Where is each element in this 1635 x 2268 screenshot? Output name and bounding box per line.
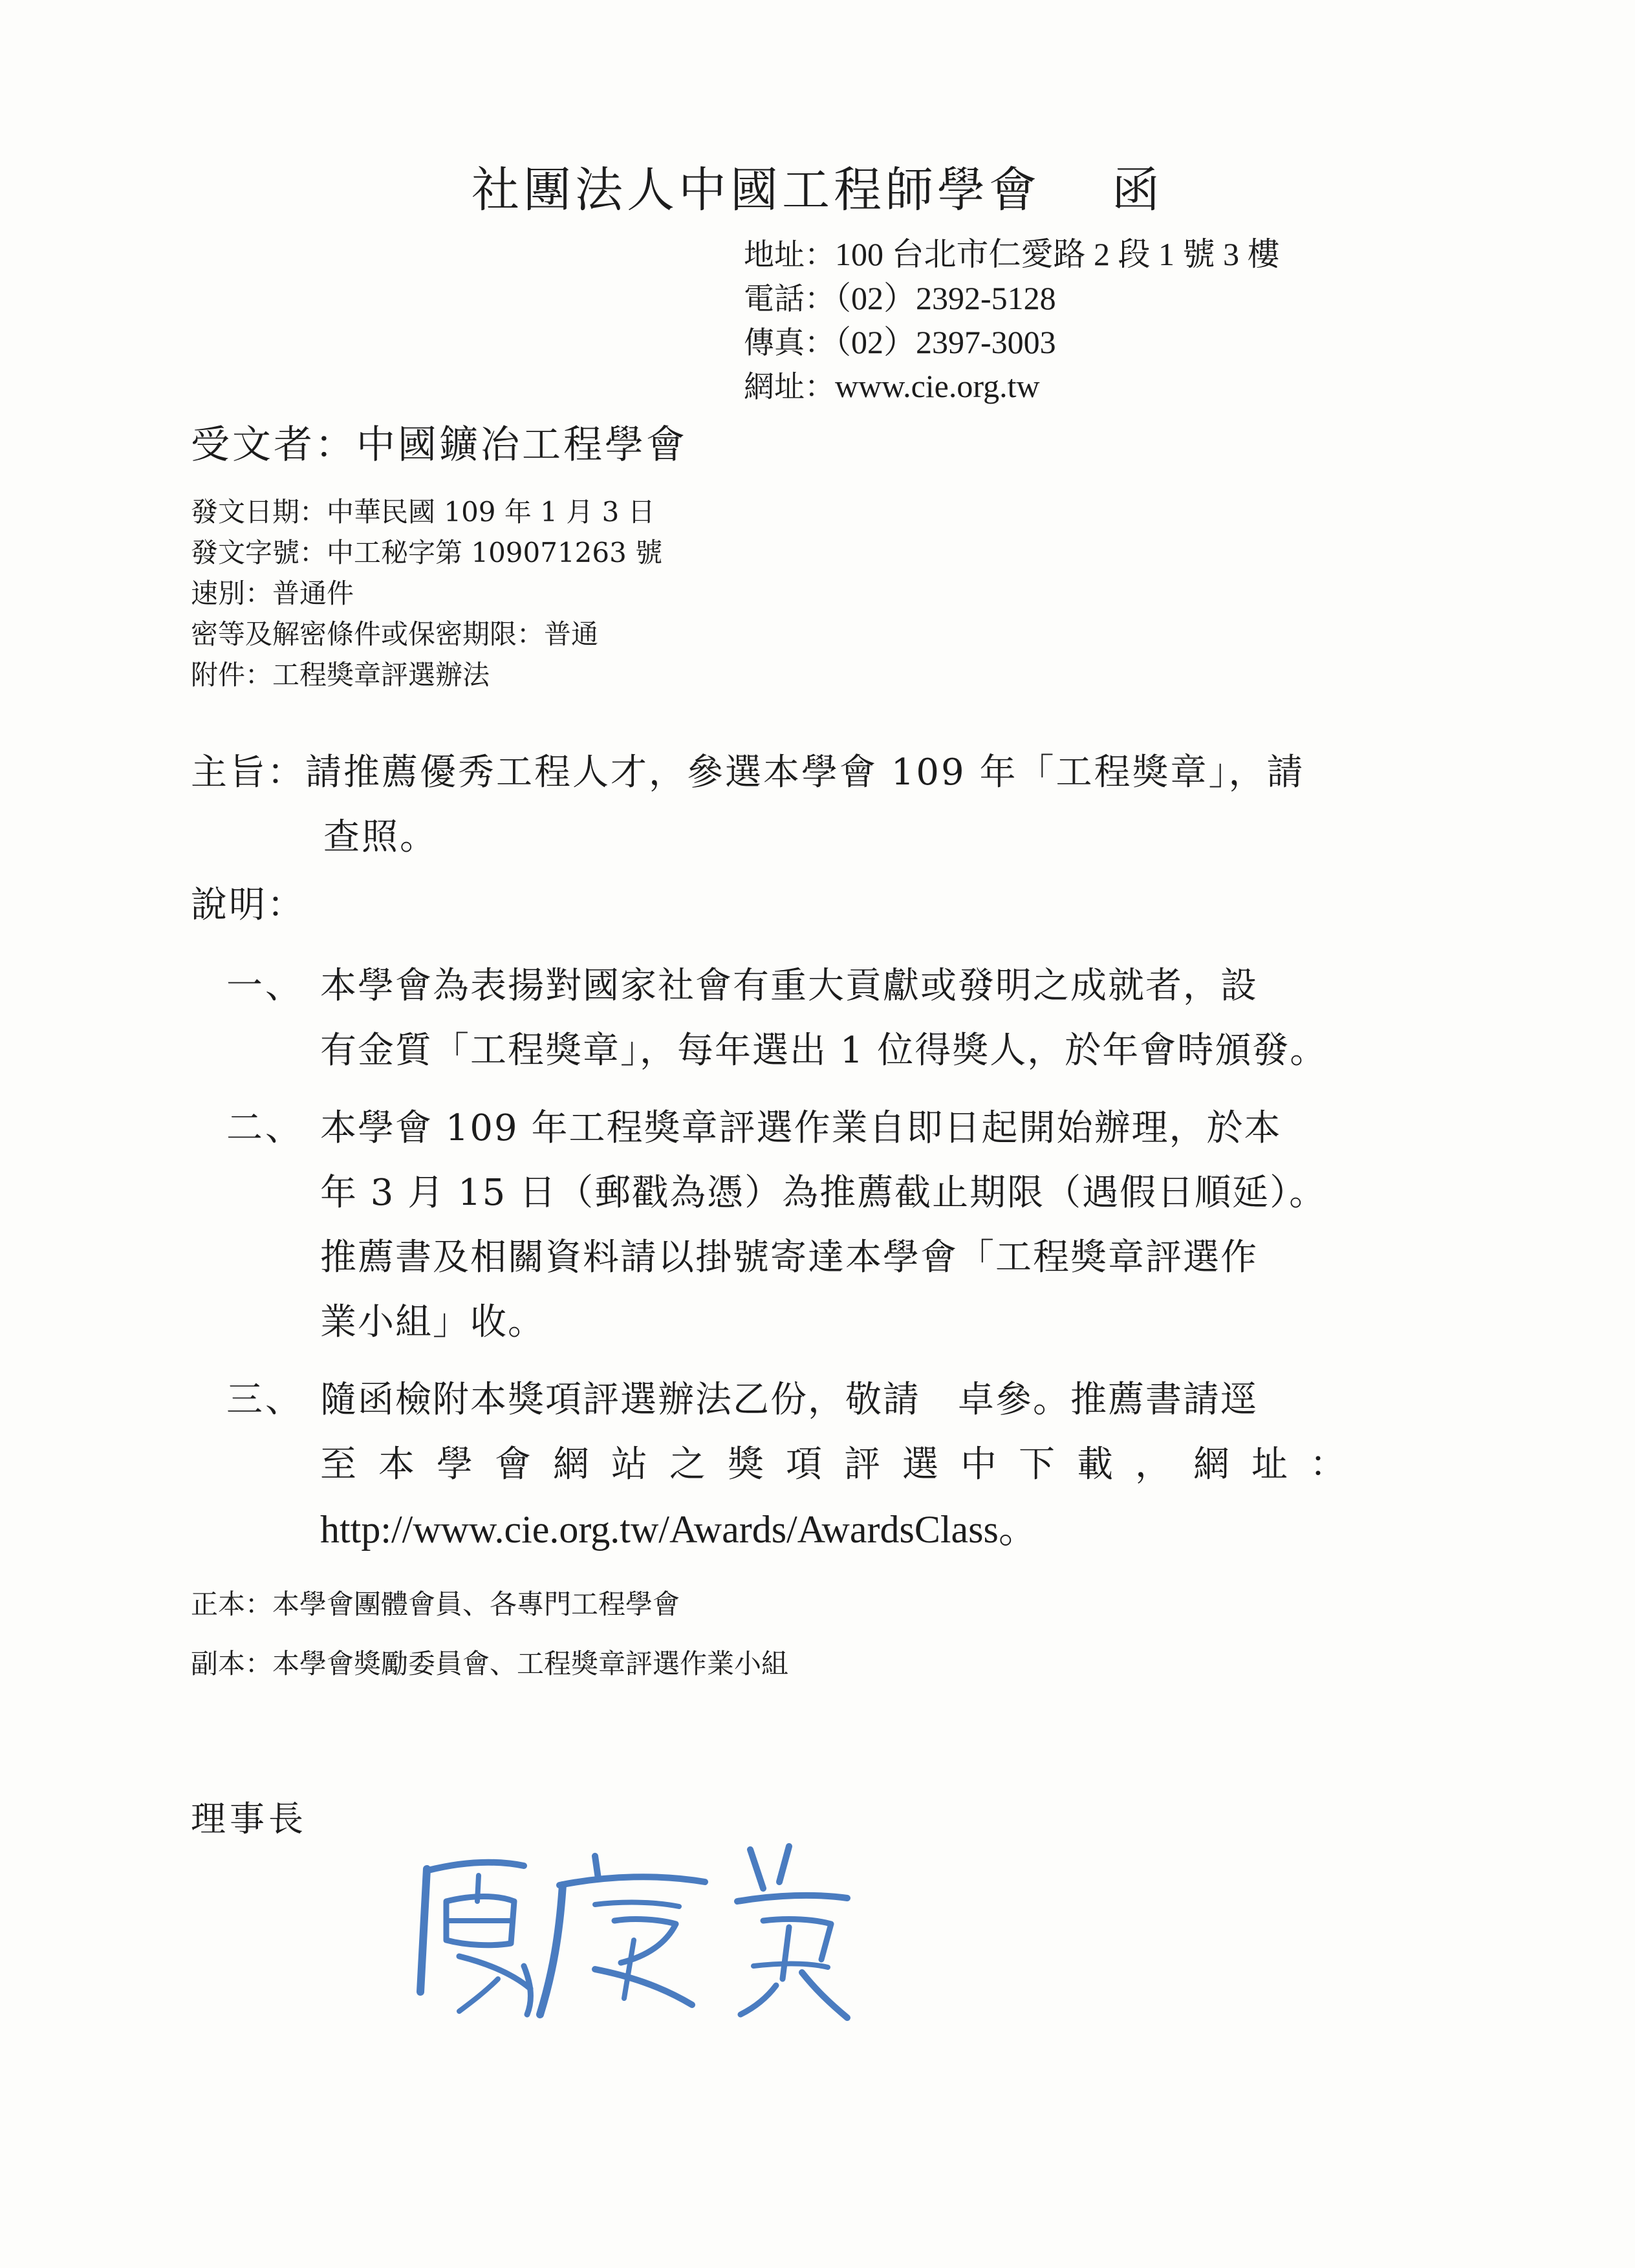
list-item	[226, 954, 1410, 1083]
item-line: 本學會 109 年工程獎章評選作業自即日起開始辦理，於本	[320, 1107, 1282, 1149]
recipient: 受文者：中國鑛冶工程學會	[191, 422, 688, 468]
urgency: 速別：普通件	[191, 578, 354, 609]
item-line: 有金質「工程獎章」，每年選出 1 位得獎人，於年會時頒發。	[320, 1030, 1328, 1072]
list-item	[226, 1368, 1410, 1562]
document-number: 發文字號：中工秘字第 109071263 號	[191, 537, 663, 568]
contact-phone: 電話：（02）2392-5128	[744, 280, 1056, 317]
awards-url: http://www.cie.org.tw/Awards/AwardsClass。	[320, 1508, 1037, 1551]
explanation-label: 說明：	[191, 884, 305, 926]
subject	[191, 740, 1305, 870]
list-item	[226, 1096, 1410, 1355]
item-number: 三、	[226, 1379, 304, 1421]
item-line: 推薦書及相關資料請以掛號寄達本學會「工程獎章評選作	[320, 1237, 1258, 1279]
item-line: 至本學會網站之獎項評選中下載，網址：	[320, 1443, 1368, 1485]
item-number: 二、	[226, 1107, 304, 1149]
contact-website: 網址：www.cie.org.tw	[744, 368, 1040, 405]
classification: 密等及解密條件或保密期限：普通	[191, 618, 599, 650]
distribution-block	[191, 1575, 788, 1694]
contact-block	[744, 233, 1280, 409]
item-number: 一、	[226, 965, 304, 1007]
copy-recipients: 副本：本學會獎勵委員會、工程獎章評選作業小組	[191, 1648, 789, 1679]
contact-address: 地址：100 台北市仁愛路 2 段 1 號 3 樓	[744, 236, 1280, 273]
contact-fax: 傳真：（02）2397-3003	[744, 324, 1056, 361]
explanation-items	[226, 954, 1410, 1575]
item-line: 本學會為表揚對國家社會有重大貢獻或發明之成就者，設	[320, 965, 1258, 1007]
item-line: 年 3 月 15 日（郵戳為憑）為推薦截止期限（遇假日順延）。	[320, 1172, 1327, 1214]
subject-line-2: 查照。	[323, 816, 438, 858]
organization-name: 社團法人中國工程師學會	[471, 162, 1041, 218]
attachment: 附件：工程獎章評選辦法	[191, 659, 490, 691]
original-recipients: 正本：本學會團體會員、各專門工程學會	[191, 1588, 680, 1620]
document-type: 函	[1112, 162, 1164, 218]
handwritten-signature	[401, 1830, 867, 2024]
signatory-title: 理事長	[191, 1798, 307, 1839]
issue-date: 發文日期：中華民國 109 年 1 月 3 日	[191, 496, 655, 528]
meta-block	[191, 491, 662, 695]
subject-line-1: 主旨：請推薦優秀工程人才，參選本學會 109 年「工程獎章」，請	[191, 751, 1305, 794]
letterhead-title	[0, 152, 1635, 221]
item-line: 業小組」收。	[320, 1301, 545, 1343]
item-line: 隨函檢附本獎項評選辦法乙份，敬請 卓參。推薦書請逕	[320, 1379, 1258, 1421]
